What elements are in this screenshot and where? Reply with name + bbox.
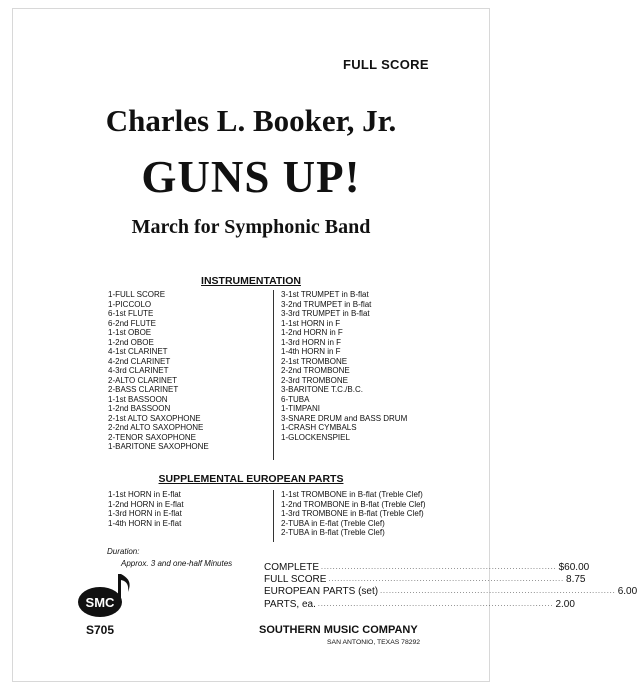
price-value: 2.00 bbox=[555, 598, 575, 610]
part-item: 2-1st TROMBONE bbox=[281, 356, 348, 366]
part-item: 3-2nd TRUMPET in B-flat bbox=[281, 299, 372, 309]
duration-label: Duration: bbox=[107, 547, 140, 556]
part-item: 1-2nd HORN in F bbox=[281, 328, 343, 337]
price-row bbox=[264, 598, 575, 611]
publisher-name: SOUTHERN MUSIC COMPANY bbox=[259, 624, 418, 636]
part-item: 6-TUBA bbox=[281, 394, 310, 404]
part-item: 4-1st CLARINET bbox=[108, 347, 168, 356]
price-list bbox=[264, 562, 637, 611]
part-item: 4-2nd CLARINET bbox=[108, 356, 171, 366]
part-item: 1-1st HORN in E-flat bbox=[108, 490, 181, 499]
part-item: 1-CRASH CYMBALS bbox=[281, 423, 357, 432]
part-item: 1-4th HORN in E-flat bbox=[108, 518, 182, 528]
part-item: 1-3rd HORN in F bbox=[281, 337, 342, 347]
part-item: 1-3rd TROMBONE in B-flat (Treble Clef) bbox=[281, 509, 424, 518]
part-item: 4-3rd CLARINET bbox=[108, 366, 169, 375]
part-item: 2-ALTO CLARINET bbox=[108, 375, 178, 385]
part-item: 3-3rd TRUMPET in B-flat bbox=[281, 309, 370, 318]
part-item: 3-BARITONE T.C./B.C. bbox=[281, 385, 363, 394]
part-item: 1-PICCOLO bbox=[108, 299, 152, 309]
price-leader-dots: ................................................................................ bbox=[321, 564, 557, 571]
part-item: 1-3rd HORN in E-flat bbox=[108, 509, 182, 518]
publisher-address: SAN ANTONIO, TEXAS 78292 bbox=[327, 639, 421, 646]
part-item: 1-1st HORN in F bbox=[281, 318, 341, 328]
price-leader-dots: ................................................................................ bbox=[328, 576, 565, 584]
part-item: 2-TUBA in E-flat (Treble Clef) bbox=[281, 518, 385, 528]
part-item: 2-2nd ALTO SAXOPHONE bbox=[108, 423, 204, 432]
part-item: 1-FULL SCORE bbox=[108, 290, 166, 299]
supplemental-right-list bbox=[281, 490, 425, 538]
instrumentation-divider bbox=[273, 290, 274, 460]
part-item: 1-1st BASSOON bbox=[108, 394, 168, 404]
part-item: 6-2nd FLUTE bbox=[108, 318, 157, 328]
piece-title: GUNS UP! bbox=[141, 152, 361, 202]
instrumentation-left-list bbox=[108, 290, 209, 452]
part-item: 1-2nd BASSOON bbox=[108, 404, 171, 413]
part-item: 3-1st TRUMPET in B-flat bbox=[281, 290, 369, 299]
part-item: 1-2nd HORN in E-flat bbox=[108, 499, 184, 509]
smc-logo-text: SMC bbox=[85, 595, 115, 610]
piece-subtitle: March for Symphonic Band bbox=[131, 216, 371, 238]
price-value: 6.00 bbox=[617, 586, 637, 598]
smc-note-logo-icon bbox=[76, 572, 138, 622]
part-item: 2-TUBA in B-flat (Treble Clef) bbox=[281, 528, 385, 537]
full-score-label: FULL SCORE bbox=[343, 57, 429, 72]
part-item: 1-2nd TROMBONE in B-flat (Treble Clef) bbox=[281, 499, 426, 509]
part-item: 1-2nd OBOE bbox=[108, 337, 154, 347]
supplemental-left-list bbox=[108, 490, 184, 528]
price-row bbox=[264, 574, 586, 586]
instrumentation-right-list bbox=[281, 290, 407, 442]
part-item: 1-BARITONE SAXOPHONE bbox=[108, 442, 209, 451]
composer-name: Charles L. Booker, Jr. bbox=[105, 103, 397, 138]
part-item: 2-1st ALTO SAXOPHONE bbox=[108, 413, 201, 423]
price-leader-dots: ................................................................................ bbox=[317, 600, 554, 608]
catalog-number: S705 bbox=[86, 623, 115, 637]
part-item: 1-TIMPANI bbox=[281, 404, 320, 413]
score-cover-page bbox=[12, 8, 637, 682]
supplemental-divider bbox=[273, 490, 274, 542]
part-item: 1-1st OBOE bbox=[108, 328, 152, 337]
part-item: 1-GLOCKENSPIEL bbox=[281, 432, 350, 442]
supplemental-heading: SUPPLEMENTAL EUROPEAN PARTS bbox=[158, 473, 344, 485]
part-item: 6-1st FLUTE bbox=[108, 309, 154, 318]
part-item: 2-TENOR SAXOPHONE bbox=[108, 432, 197, 442]
price-label: EUROPEAN PARTS (set) bbox=[264, 586, 379, 598]
part-item: 3-SNARE DRUM and BASS DRUM bbox=[281, 413, 408, 423]
price-label: PARTS, ea. bbox=[264, 598, 316, 610]
part-item: 1-1st TROMBONE in B-flat (Treble Clef) bbox=[281, 490, 423, 499]
price-row bbox=[264, 586, 637, 598]
price-row bbox=[264, 562, 590, 574]
price-value: $60.00 bbox=[558, 562, 590, 573]
smc-logo bbox=[76, 572, 138, 622]
price-label: COMPLETE bbox=[264, 562, 320, 573]
part-item: 2-3rd TROMBONE bbox=[281, 375, 348, 385]
price-value: 8.75 bbox=[566, 574, 586, 586]
price-leader-dots: ................................................................................ bbox=[380, 588, 616, 596]
part-item: 1-4th HORN in F bbox=[281, 347, 341, 356]
instrumentation-heading: INSTRUMENTATION bbox=[201, 275, 301, 287]
part-item: 2-2nd TROMBONE bbox=[281, 366, 350, 375]
duration-value: Approx. 3 and one-half Minutes bbox=[121, 559, 233, 568]
part-item: 2-BASS CLARINET bbox=[108, 385, 179, 394]
price-label: FULL SCORE bbox=[264, 574, 327, 586]
